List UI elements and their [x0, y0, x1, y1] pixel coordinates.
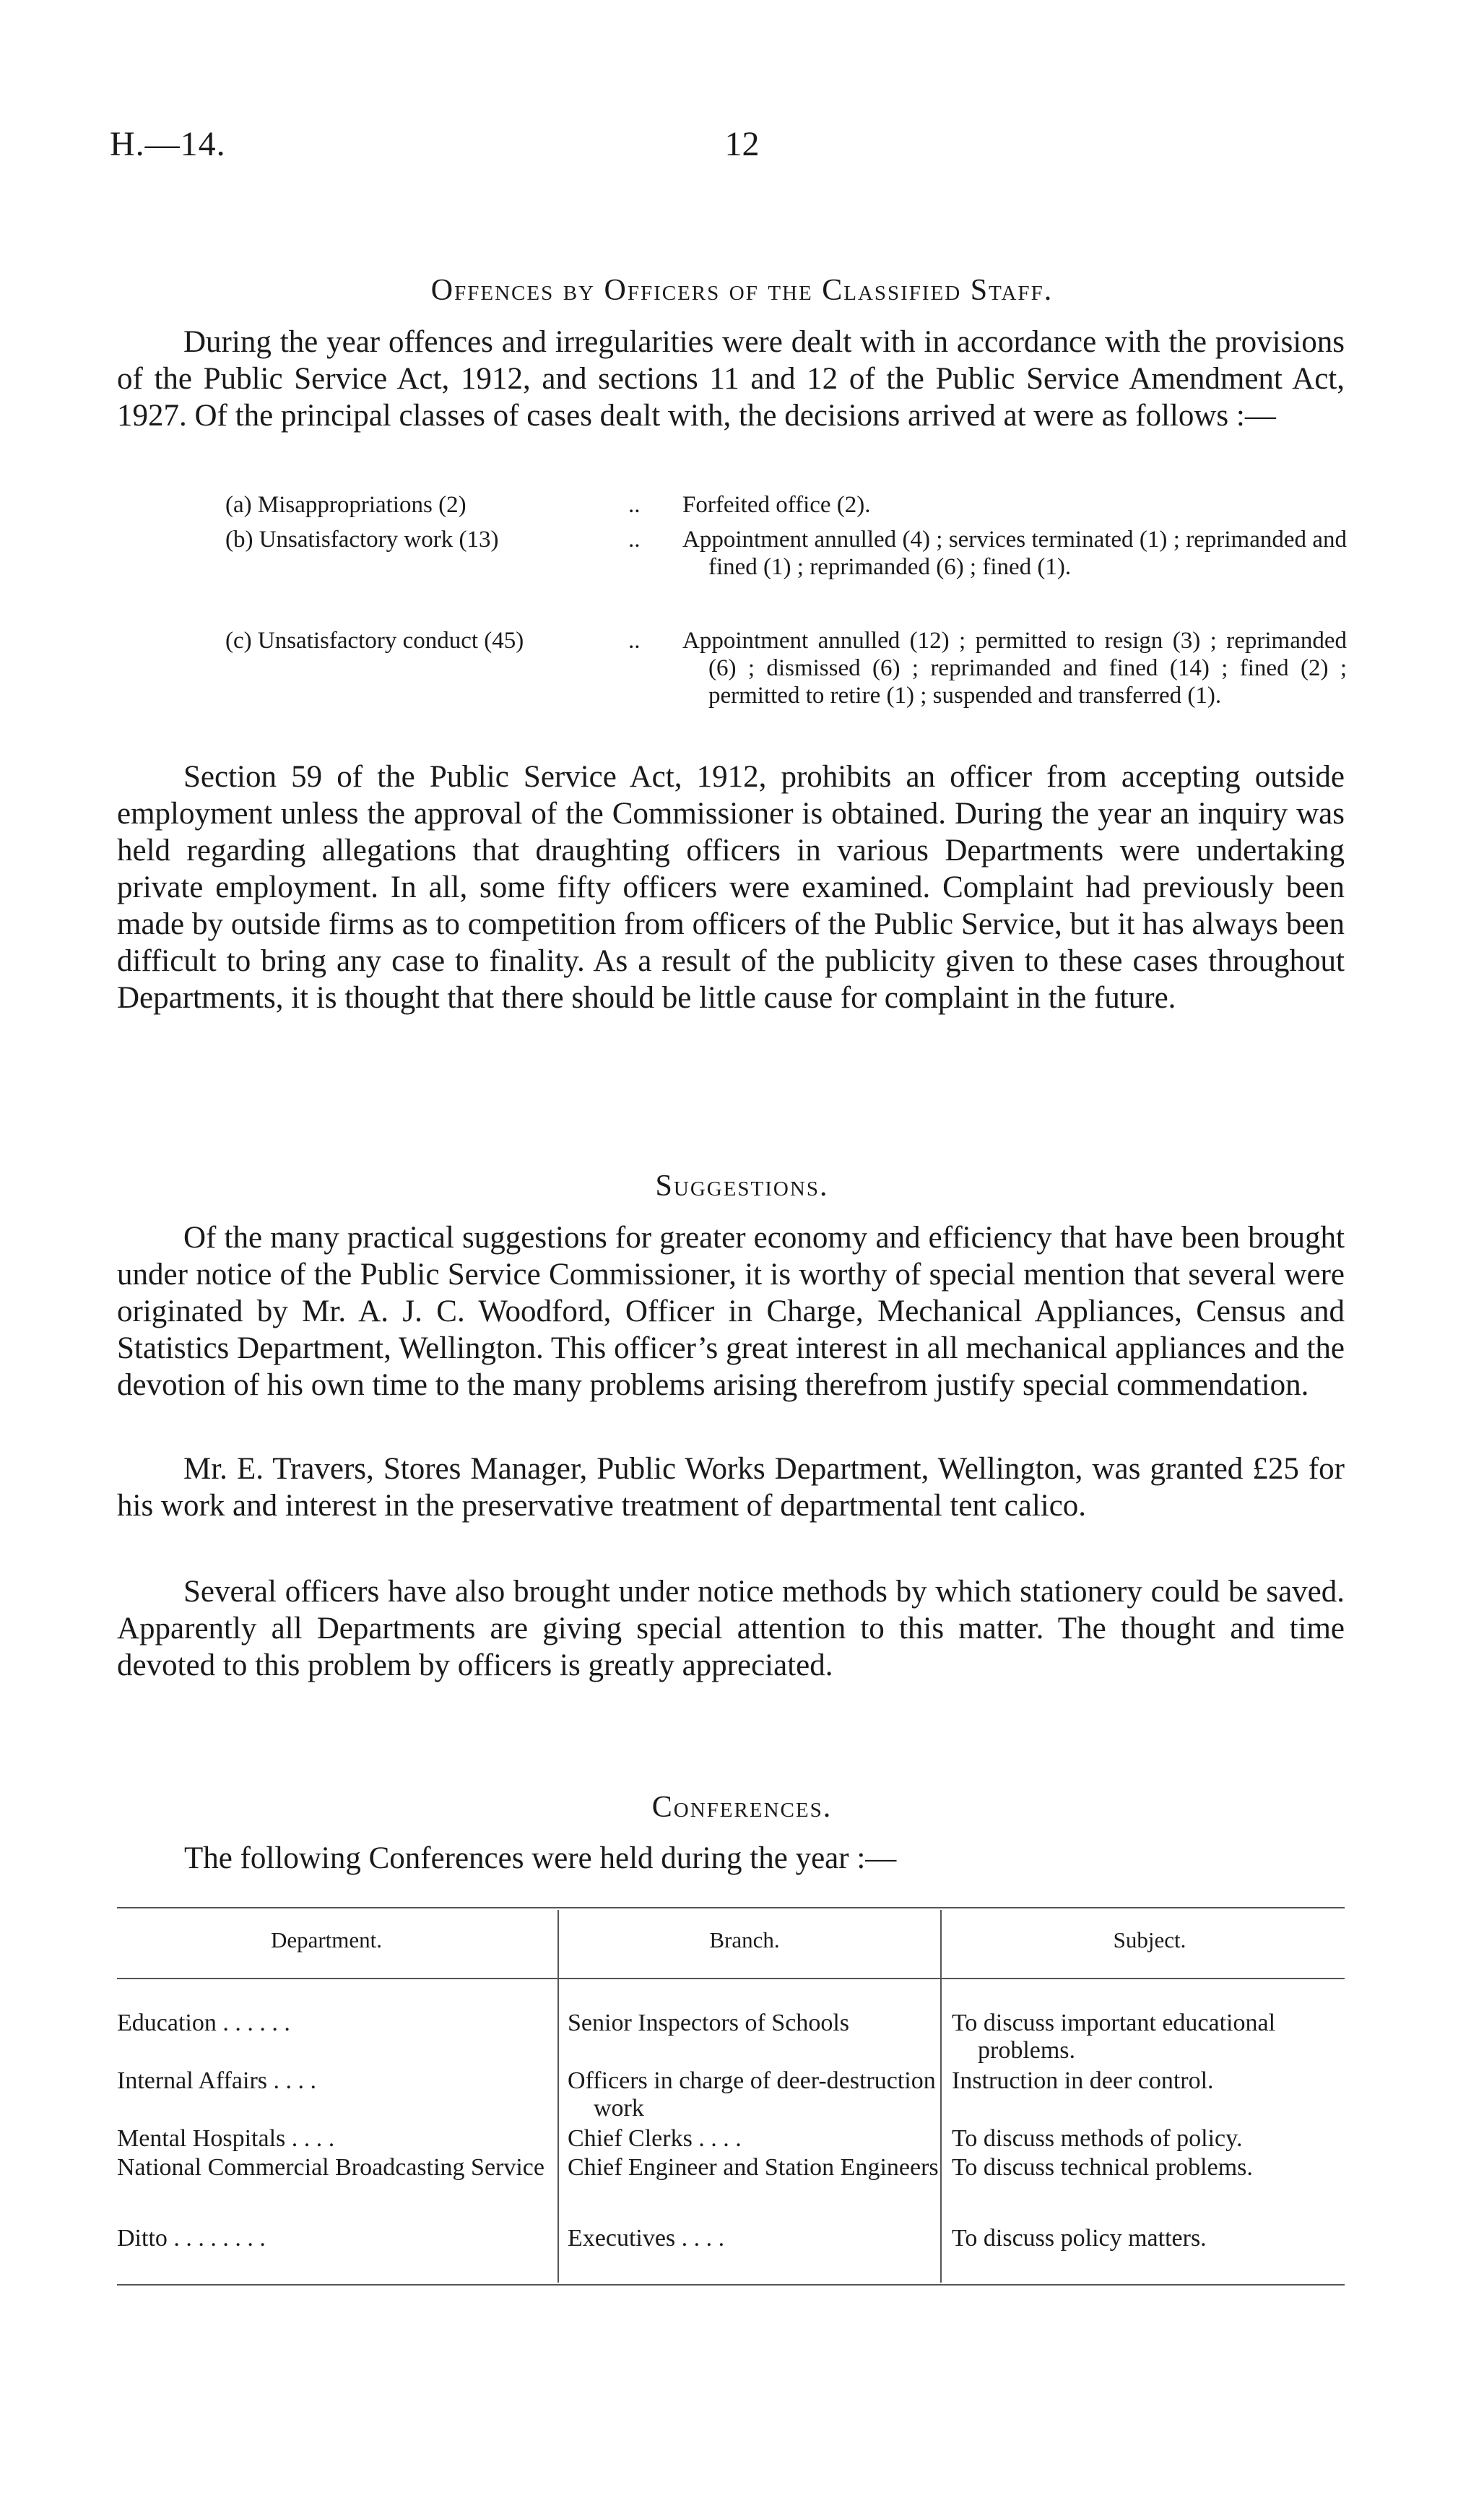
- row-5-department: Ditto . . . . . . . .: [117, 2225, 266, 2252]
- row-1-department: Education . . . . . .: [117, 2010, 290, 2036]
- decision-label-a: (a) Misappropriations (2): [225, 492, 467, 518]
- conferences-heading: Conferences.: [651, 1791, 833, 1824]
- decision-dots-b: ..: [628, 527, 641, 553]
- row-3-branch: Chief Clerks . . . .: [568, 2125, 742, 2152]
- suggestions-paragraph-2: Mr. E. Travers, Stores Manager, Public Works Department, Wellington, was granted £25 for his work and interest in the preservative treatment of departmental tent calico.: [117, 1452, 1345, 1523]
- table-top-rule: [117, 1907, 1345, 1908]
- decision-outcome-b: Appointment annulled (4) ; services terminated (1) ; reprimanded and fined (1) ; reprimanded (6) ; fined (1).: [682, 527, 1347, 580]
- conferences-intro: The following Conferences were held during the year :—: [184, 1841, 897, 1875]
- decision-text-b: [682, 526, 1347, 581]
- column-header-subject: Subject.: [1113, 1927, 1186, 1953]
- decision-dots-a: ..: [628, 492, 641, 518]
- suggestions-paragraph-1: Of the many practical suggestions for greater economy and efficiency that have been brought under notice of the Public Service Commissioner, it is worthy of special mention that several were originated by Mr. A. J. C. Woodford, Officer in Charge, Mechanical Appliances, Census and Statistics Department, Wellington. This officer’s great interest in all mechanical appliances and the devotion of his own time to the many problems arising therefrom justify special commendation.: [117, 1221, 1345, 1402]
- table-bottom-rule: [117, 2284, 1345, 2286]
- row-3-subject: To discuss methods of policy.: [952, 2125, 1243, 2152]
- decision-outcome-a: Forfeited office (2).: [682, 492, 871, 518]
- table-column-divider-1: [557, 1910, 559, 2283]
- row-1-branch: Senior Inspectors of Schools: [568, 2010, 850, 2036]
- offences-heading: Offences by Officers of the Classified Staff.: [430, 274, 1054, 307]
- column-header-department: Department.: [270, 1927, 383, 1953]
- row-2-subject: Instruction in deer control.: [952, 2067, 1214, 2094]
- section-59-paragraph: Section 59 of the Public Service Act, 1912, prohibits an officer from accepting outside employment unless the approval of the Commissioner is obtained. During the year an inquiry was held regarding allegations that draughting officers in various Departments were undertaking private employment. In all, some fifty officers were examined. Complaint had previously been made by outside firms as to competition from officers of the Public Service, but it has always been difficult to bring any case to finality. As a result of the publicity given to these cases throughout Departments, it is thought that there should be little cause for complaint in the future.: [117, 760, 1345, 1015]
- row-1-subject: To discuss important educational problems.: [952, 2010, 1276, 2064]
- decision-text-c: [682, 627, 1347, 709]
- decision-dots-c: ..: [628, 628, 641, 654]
- offences-intro-paragraph: During the year offences and irregularities were dealt with in accordance with the provisions of the Public Service Act, 1912, and sections 11 and 12 of the Public Service Amendment Act, 1927. Of the principal classes of cases dealt with, the decisions arrived at were as follows :—: [117, 325, 1345, 433]
- row-4-department: National Commercial Broadcasting Service: [117, 2154, 544, 2181]
- row-5-subject: To discuss policy matters.: [952, 2225, 1207, 2252]
- decision-label-c: (c) Unsatisfactory conduct (45): [225, 628, 524, 654]
- row-2-branch: Officers in charge of deer-destruction work: [568, 2067, 936, 2122]
- row-4-subject: To discuss technical problems.: [952, 2154, 1253, 2181]
- suggestions-paragraph-3: Several officers have also brought under notice methods by which stationery could be saved. Apparently all Departments are giving special attention to this matter. The thought and time devoted to this problem by officers is greatly appreciated.: [117, 1575, 1345, 1682]
- decision-outcome-c: Appointment annulled (12) ; permitted to resign (3) ; reprimanded (6) ; dismissed (6) ; reprimanded and fined (14) ; fined (2) ; permitted to retire (1) ; suspended and transferred (1).: [682, 628, 1347, 709]
- decision-label-b: (b) Unsatisfactory work (13): [225, 527, 499, 553]
- table-header-rule: [117, 1978, 1345, 1979]
- row-5-branch: Executives . . . .: [568, 2225, 725, 2252]
- decision-text-a: [682, 491, 1347, 519]
- row-4-branch: Chief Engineer and Station Engineers: [568, 2154, 939, 2181]
- row-3-department: Mental Hospitals . . . .: [117, 2125, 335, 2152]
- column-header-branch: Branch.: [709, 1927, 780, 1953]
- suggestions-heading: Suggestions.: [655, 1169, 829, 1203]
- report-reference: H.—14.: [110, 125, 226, 163]
- row-2-department: Internal Affairs . . . .: [117, 2067, 317, 2094]
- page-number: 12: [724, 125, 760, 163]
